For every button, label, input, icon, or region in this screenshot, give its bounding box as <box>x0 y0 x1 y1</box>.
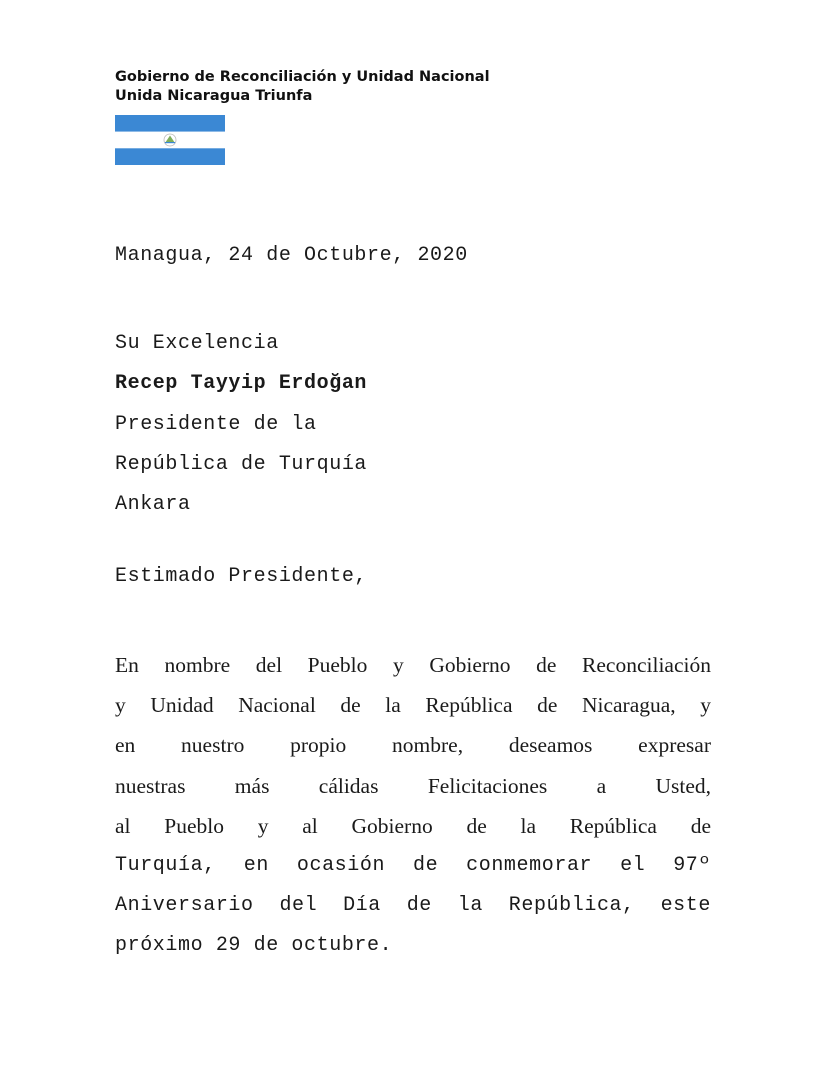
salutation: Estimado Presidente, <box>115 565 368 588</box>
letterhead-government-name: Gobierno de Reconciliación y Unidad Nacional <box>115 69 490 85</box>
letter-date: Managua, 24 de Octubre, 2020 <box>115 244 468 267</box>
recipient-title-line2: República de Turquía <box>115 452 368 476</box>
body-line: en nuestro propio nombre, deseamos expresar <box>115 733 711 758</box>
body-line: En nombre del Pueblo y Gobierno de Reconciliación <box>115 653 711 677</box>
nicaragua-flag-icon <box>115 115 225 165</box>
letterhead <box>115 68 490 106</box>
body-line: nuestras más cálidas Felicitaciones a Usted, <box>115 773 711 798</box>
recipient-title-line1: Presidente de la <box>115 412 317 436</box>
recipient-city: Ankara <box>115 493 191 517</box>
recipient-block <box>115 324 367 525</box>
letterhead-slogan: Unida Nicaragua Triunfa <box>115 88 313 104</box>
body-line: Aniversario del Día de la República, este <box>115 894 711 918</box>
body-line: al Pueblo y al Gobierno de la República de <box>115 813 711 838</box>
body-line: Turquía, en ocasión de conmemorar el 97º <box>115 853 711 877</box>
body-line: y Unidad Nacional de la República de Nicaragua, y <box>115 693 711 718</box>
body-line: próximo 29 de octubre. <box>115 934 393 958</box>
recipient-greeting: Su Excelencia <box>115 332 279 355</box>
letter-body <box>115 645 711 967</box>
recipient-name: Recep Tayyip Erdoğan <box>115 372 368 396</box>
